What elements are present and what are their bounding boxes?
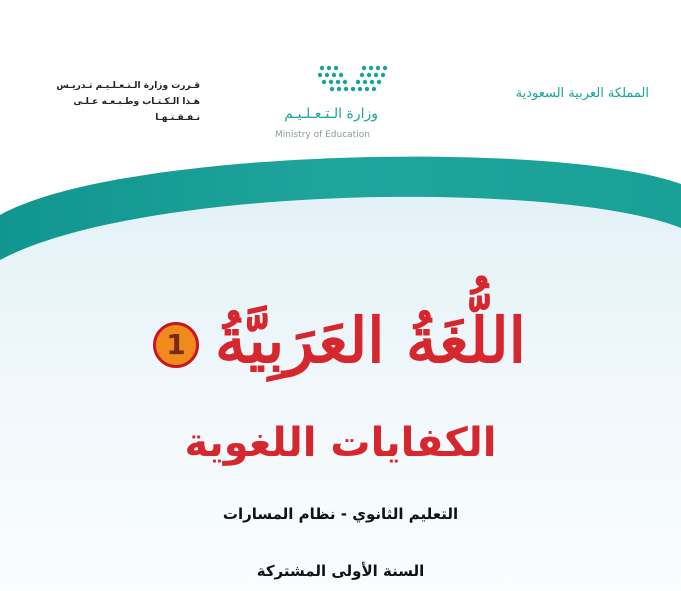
cover-header [0,0,681,165]
kingdom-name: المملكة العربية السعودية [515,86,649,101]
ministry-approval-note [40,78,200,126]
ministry-dots-logo-icon [318,62,388,102]
ministry-logo [268,62,398,142]
ministry-name-english: Ministry of Education [275,130,370,140]
volume-badge: 1 [153,322,199,368]
education-track: التعليم الثانوي - نظام المسارات [222,505,459,523]
title-block [0,300,681,390]
ministry-name-arabic: وزارة الـتـعـلـيـم [284,106,378,122]
book-title: اللُّغَةُ العَرَبِيَّةُ [215,304,526,377]
approval-note-line: قـررت وزارة الـتـعـلـيـم تـدريـس [56,81,200,91]
book-subtitle: الكفايات اللغوية [184,420,497,466]
school-year: السنة الأولى المشتركة [256,562,425,580]
approval-note-line: هـذا الـكـتـاب وطـبـعـه عـلـى نـفـقـتـهـا [73,97,200,123]
